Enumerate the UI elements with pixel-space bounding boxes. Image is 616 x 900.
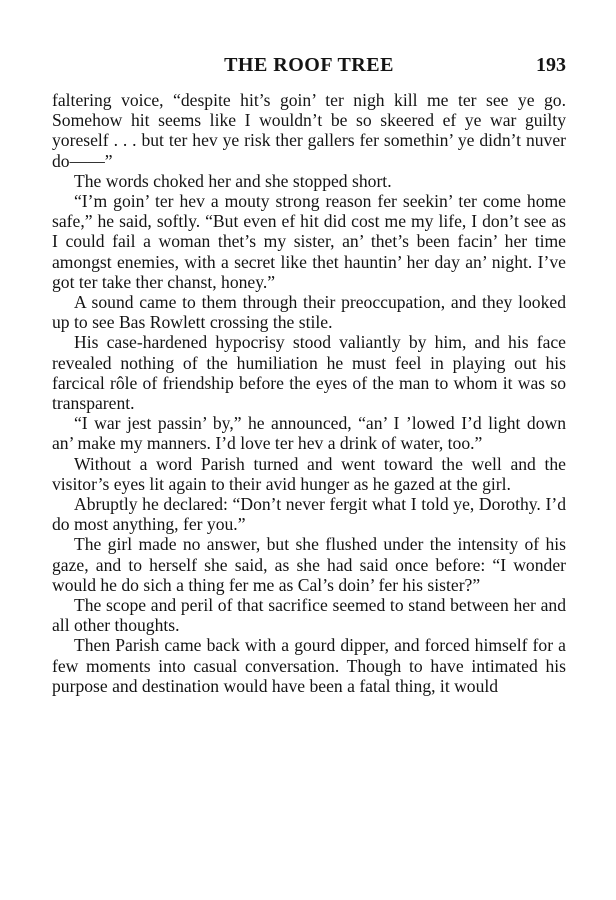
paragraph: The words choked her and she stopped short. bbox=[74, 170, 392, 191]
paragraph: The scope and peril of that sacrifice seemed to stand between her and all other thoughts. bbox=[52, 595, 566, 636]
paragraph: A sound came to them through their preoccupation, and they looked up to see Bas Rowlett crossing the stile. bbox=[52, 292, 566, 333]
paragraph: Without a word Parish turned and went toward the well and the visitor’s eyes lit again to their avid hunger as he gazed at the girl. bbox=[52, 453, 566, 494]
body-text bbox=[52, 90, 566, 696]
page-header bbox=[52, 50, 566, 80]
paragraph: His case-hardened hypocrisy stood valiantly by him, and his face revealed nothing of the humiliation he must feel in playing out his farcical rôle of friendship before the eyes of the man to whom it was so transparent. bbox=[52, 332, 566, 414]
paragraph: faltering voice, “despite hit’s goin’ ter nigh kill me ter see ye go. Somehow hit seems like I wouldn’t be so skeered ef ye war guilty yoreself . . . but ter hev ye risk ther gallers fer somethin’ ye didn’t nuver do——” bbox=[52, 90, 566, 171]
paragraph: Then Parish came back with a gourd dipper, and forced himself for a few moments into casual conversation. Though to have intimated his purpose and destination would have been a fatal thing, it would bbox=[52, 635, 566, 696]
paragraph: “I’m goin’ ter hev a mouty strong reason fer seekin’ ter come home safe,” he said, softly. “But even ef hit did cost me my life, I don’t see as I could fail a woman thet’s my sister, an’ thet’s been facin’ her time amongst enemies, with a secret like thet hauntin’ her day an’ night. I’ve got ter take ther chanst, honey.” bbox=[52, 191, 566, 292]
running-head: THE ROOF TREE bbox=[224, 54, 394, 76]
paragraph: Abruptly he declared: “Don’t never fergit what I told ye, Dorothy. I’d do most anything, fer you.” bbox=[52, 494, 566, 535]
paragraph: The girl made no answer, but she flushed under the intensity of his gaze, and to herself she said, as she had said once before: “I wonder would he do sich a thing fer me as Cal’s doin’ fer his sister?” bbox=[52, 534, 566, 595]
paragraph: “I war jest passin’ by,” he announced, “an’ I ’lowed I’d light down an’ make my manners. I’d love ter hev a drink of water, too.” bbox=[52, 413, 566, 454]
page-number: 193 bbox=[536, 54, 566, 76]
book-page bbox=[52, 50, 566, 696]
